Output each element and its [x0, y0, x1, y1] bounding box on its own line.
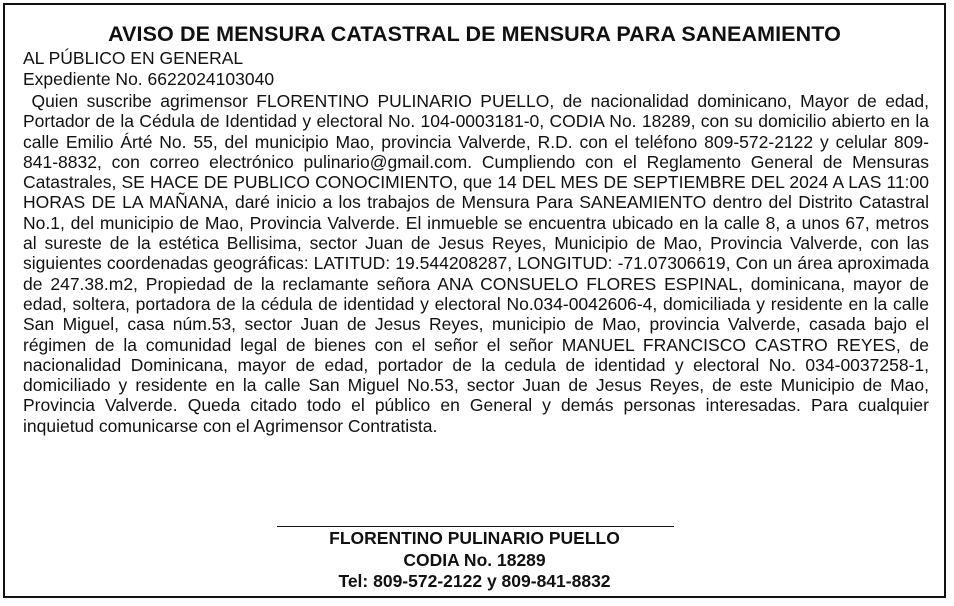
signer-codia: CODIA No. 18289	[403, 549, 546, 570]
notice-addressee: AL PÚBLICO EN GENERAL	[23, 48, 244, 68]
notice-title: AVISO DE MENSURA CATASTRAL DE MENSURA PARA SANEAMIENTO	[108, 22, 841, 46]
signer-phones: Tel: 809-572-2122 y 809-841-8832	[338, 571, 611, 591]
signer-name: FLORENTINO PULINARIO PUELLO	[329, 528, 620, 548]
legal-notice	[3, 3, 946, 598]
case-number: Expediente No. 6622024103040	[23, 69, 275, 89]
notice-body: Quien suscribe agrimensor FLORENTINO PULINARIO PUELLO, de nacionalidad dominicano, Mayor de edad, Portador de la Cédula de Identidad y electoral No. 104-0003181-0, CODIA No. 18289, con su domicilio abierto en la calle Emilio Árté No. 55, del municipio Mao, provincia Valverde, R.D. con el teléfono 809-572-2122 y celular 809-841-8832, con correo electrónico pulinario@gmail.com. Cumpliendo con el Reglamento General de Mensuras Catastrales, SE HACE DE PUBLICO CONOCIMIENTO, que 14 DEL MES DE SEPTIEMBRE DEL 2024 A LAS 11:00 HORAS DE LA MAÑANA, daré inicio a los trabajos de Mensura Para SANEAMIENTO dentro del Distrito Catastral No.1, del municipio de Mao, Provincia Valverde. El inmueble se encuentra ubicado en la calle 8, a unos 67, metros al sureste de la estética Bellisima, sector Juan de Jesus Reyes, Municipio de Mao, Provincia Valverde, con las siguientes coordenadas geográficas: LATITUD: 19.544208287, LONGITUD: -71.07306619, Con un área aproximada de 247.38.m2, Propiedad de la reclamante señora ANA CONSUELO FLORES ESPINAL, dominicana, mayor de edad, soltera, portadora de la cédula de identidad y electoral No.034-0042606-4, domiciliada y residente en la calle San Miguel, casa núm.53, sector Juan de Jesus Reyes, municipio de Mao, provincia Valverde, casada bajo el régimen de la comunidad legal de bienes con el señor el señor MANUEL FRANCISCO CASTRO REYES, de nacionalidad Dominicana, mayor de edad, portador de la cedula de identidad y electoral No. 034-0037258-1, domiciliado y residente en la calle San Miguel No.53, sector Juan de Jesus Reyes, de este Municipio de Mao, Provincia Valverde. Queda citado todo el público en General y demás personas interesadas. Para cualquier inquietud comunicarse con el Agrimensor Contratista.	[23, 91, 929, 436]
signature-line	[277, 526, 674, 527]
signature-block	[5, 528, 944, 593]
